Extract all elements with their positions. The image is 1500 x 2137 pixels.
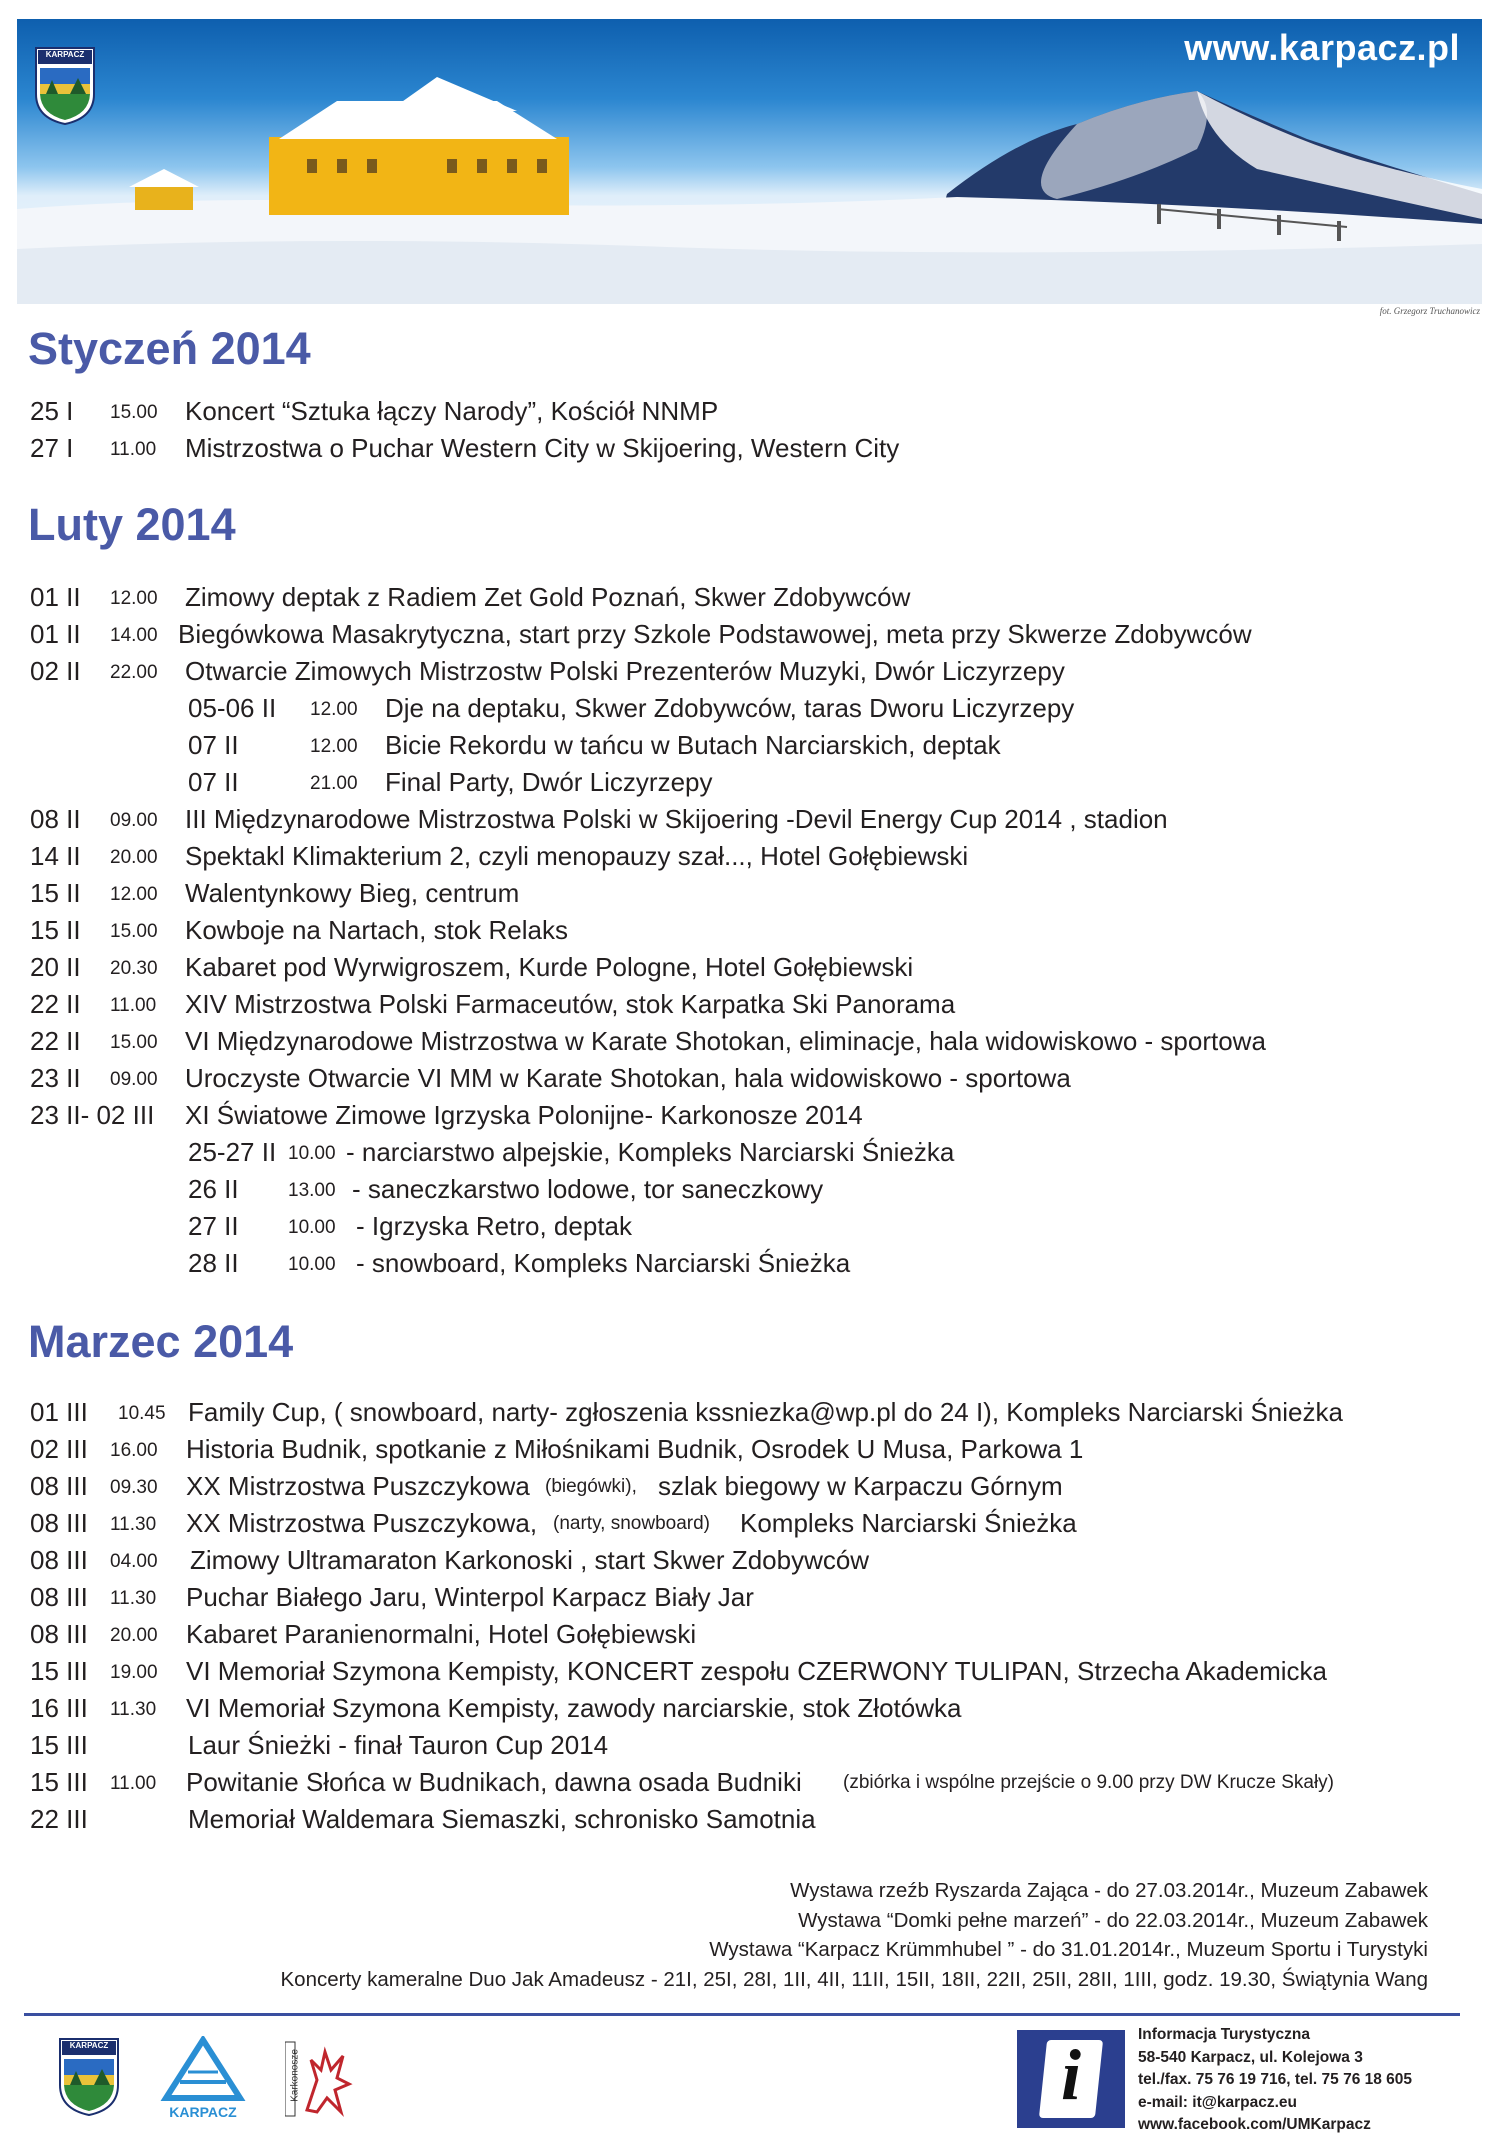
event-row [0, 619, 1480, 653]
event-time: 12.00 [310, 736, 358, 757]
footer-divider [24, 2013, 1460, 2016]
event-time: 12.00 [110, 588, 158, 609]
event-description: Biegówkowa Masakrytyczna, start przy Szkole Podstawowej, meta przy Skwerze Zdobywców [178, 619, 1252, 649]
event-row [0, 804, 1480, 838]
event-date: 22 III [30, 1804, 88, 1834]
event-time: 10.00 [288, 1254, 336, 1275]
event-description: Family Cup, ( snowboard, narty- zgłoszenia kssniezka@wp.pl do 24 I), Kompleks Narciarski Śnieżka [188, 1397, 1343, 1427]
event-time: 14.00 [110, 625, 158, 646]
event-time: 21.00 [310, 773, 358, 794]
event-date: 20 II [30, 952, 81, 982]
crest-label: KARPACZ [45, 50, 85, 59]
event-row [0, 1656, 1480, 1690]
event-description: VI Międzynarodowe Mistrzostwa w Karate Shotokan, eliminacje, hala widowiskowo - sportowa [185, 1026, 1266, 1056]
karpacz-crest-logo [34, 46, 96, 126]
event-date: 08 III [30, 1508, 88, 1538]
event-date: 08 III [30, 1619, 88, 1649]
event-description: - Igrzyska Retro, deptak [356, 1211, 632, 1241]
event-date: 15 II [30, 878, 81, 908]
contact-address: 58-540 Karpacz, ul. Kolejowa 3 [1138, 2048, 1363, 2066]
event-date: 27 II [188, 1211, 239, 1241]
month-heading-january: Styczeń 2014 [28, 323, 311, 374]
event-row [0, 433, 1480, 467]
event-date: 28 II [188, 1248, 239, 1278]
event-description: VI Memoriał Szymona Kempisty, KONCERT zespołu CZERWONY TULIPAN, Strzecha Akademicka [186, 1656, 1328, 1686]
event-description: Historia Budnik, spotkanie z Miłośnikami Budnik, Osrodek U Musa, Parkowa 1 [186, 1434, 1084, 1464]
event-time: 20.00 [110, 1625, 158, 1646]
event-row [0, 1100, 1480, 1134]
contact-office-name: Informacja Turystyczna [1138, 2026, 1310, 2043]
event-time: 11.30 [110, 1514, 157, 1535]
event-description: XX Mistrzostwa Puszczykowa, [186, 1508, 538, 1538]
event-date: 15 II [30, 915, 81, 945]
event-date: 16 III [30, 1693, 88, 1723]
event-row [0, 1471, 1480, 1505]
event-row [0, 841, 1480, 875]
event-time: 20.00 [110, 847, 158, 868]
event-date: 08 III [30, 1545, 88, 1575]
event-row [0, 1137, 1480, 1171]
event-time: 04.00 [110, 1551, 158, 1572]
event-time: 15.00 [110, 921, 158, 942]
event-time: 22.00 [110, 662, 158, 683]
site-url: www.karpacz.pl [1184, 27, 1460, 68]
month-heading-march: Marzec 2014 [28, 1316, 294, 1367]
event-row [0, 1174, 1480, 1208]
crest-label: KARPACZ [69, 2041, 109, 2050]
event-time: 11.00 [110, 995, 157, 1016]
exhibition-line: Koncerty kameralne Duo Jak Amadeusz - 21I, 25I, 28I, 1II, 4II, 11II, 15II, 18II, 22II, 25II, 28II, 1III, godz. 19.30, Świątynia Wang [280, 1967, 1428, 1991]
event-description-continued: Kompleks Narciarski Śnieżka [740, 1508, 1077, 1538]
event-row [0, 1211, 1480, 1245]
event-date: 01 II [30, 582, 81, 612]
event-description: Laur Śnieżki - finał Tauron Cup 2014 [188, 1730, 609, 1760]
karkonosze-logo-label: Karkonosze [289, 2049, 301, 2102]
event-time: 12.00 [310, 699, 358, 720]
event-date: 23 II [30, 1063, 81, 1093]
event-description: XIV Mistrzostwa Polski Farmaceutów, stok Karpatka Ski Panorama [185, 989, 956, 1019]
event-time: 09.30 [110, 1477, 158, 1498]
event-time: 20.30 [110, 958, 158, 979]
event-row [0, 656, 1480, 690]
event-description: Memoriał Waldemara Siemaszki, schronisko Samotnia [188, 1804, 816, 1834]
event-row [0, 1026, 1480, 1060]
event-time: 09.00 [110, 1069, 158, 1090]
event-time: 10.45 [118, 1403, 166, 1424]
event-date: 08 III [30, 1471, 88, 1501]
event-time: 15.00 [110, 1032, 158, 1053]
event-description: Koncert “Sztuka łączy Narody”, Kościół NNMP [185, 396, 719, 426]
event-row [0, 1693, 1480, 1727]
event-row [0, 1545, 1480, 1579]
event-description: Bicie Rekordu w tańcu w Butach Narciarskich, deptak [385, 730, 1001, 760]
event-row [0, 1767, 1480, 1801]
event-description: Uroczyste Otwarcie VI MM w Karate Shotokan, hala widowiskowo - sportowa [185, 1063, 1071, 1093]
event-row [0, 1063, 1480, 1097]
event-row [0, 1730, 1480, 1764]
event-time: 10.00 [288, 1143, 336, 1164]
event-time: 10.00 [288, 1217, 336, 1238]
event-description: Mistrzostwa o Puchar Western City w Skijoering, Western City [185, 433, 900, 463]
event-note: (biegówki), [545, 1476, 637, 1497]
event-date: 05-06 II [188, 693, 277, 723]
event-date: 26 II [188, 1174, 239, 1204]
event-description-continued: szlak biegowy w Karpaczu Górnym [658, 1471, 1063, 1501]
event-description: - narciarstwo alpejskie, Kompleks Narciarski Śnieżka [346, 1137, 955, 1167]
event-date: 15 III [30, 1767, 88, 1797]
mountain-logo-label: KARPACZ [169, 2104, 237, 2120]
event-time: 09.00 [110, 810, 158, 831]
event-row [0, 1248, 1480, 1282]
event-description: Puchar Białego Jaru, Winterpol Karpacz Biały Jar [186, 1582, 754, 1612]
event-row [0, 952, 1480, 986]
event-description: - snowboard, Kompleks Narciarski Śnieżka [356, 1248, 851, 1278]
event-time: 16.00 [110, 1440, 158, 1461]
event-description: - saneczkarstwo lodowe, tor saneczkowy [352, 1174, 824, 1204]
event-row [0, 1508, 1480, 1542]
event-description: Final Party, Dwór Liczyrzepy [385, 767, 713, 797]
event-time: 12.00 [110, 884, 158, 905]
event-time: 11.30 [110, 1588, 157, 1609]
event-date: 25 I [30, 396, 74, 426]
info-icon: i [1060, 2035, 1081, 2115]
event-date: 23 II- 02 III [30, 1100, 155, 1130]
event-time: 15.00 [110, 402, 158, 423]
event-row [0, 1434, 1480, 1468]
event-note: (narty, snowboard) [553, 1513, 710, 1534]
event-time: 11.00 [110, 439, 157, 460]
event-description: Spektakl Klimakterium 2, czyli menopauzy szał..., Hotel Gołębiewski [185, 841, 969, 871]
event-date: 07 II [188, 730, 239, 760]
contact-email[interactable]: e-mail: it@karpacz.eu [1138, 2093, 1297, 2111]
month-heading-february: Luty 2014 [28, 499, 236, 550]
event-date: 14 II [30, 841, 81, 871]
event-row [0, 693, 1480, 727]
exhibition-line: Wystawa “Domki pełne marzeń” - do 22.03.2014r., Muzeum Zabawek [798, 1908, 1428, 1932]
event-description: XX Mistrzostwa Puszczykowa [186, 1471, 530, 1501]
event-description: Powitanie Słońca w Budnikach, dawna osada Budniki [186, 1767, 802, 1797]
event-description: Kabaret Paranienormalni, Hotel Gołębiewski [186, 1619, 697, 1649]
exhibitions-list [281, 1876, 1429, 1994]
event-date: 22 II [30, 989, 81, 1019]
event-description: Zimowy Ultramaraton Karkonoski , start Skwer Zdobywców [190, 1545, 870, 1575]
header-banner [17, 19, 1482, 304]
event-date: 15 III [30, 1730, 88, 1760]
event-note: (zbiórka i wspólne przejście o 9.00 przy DW Krucze Skały) [843, 1772, 1335, 1793]
event-date: 22 II [30, 1026, 81, 1056]
event-row [0, 582, 1480, 616]
event-date: 25-27 II [188, 1137, 277, 1167]
event-time: 11.00 [110, 1773, 157, 1794]
event-date: 02 III [30, 1434, 88, 1464]
event-description: XI Światowe Zimowe Igrzyska Polonijne- Karkonosze 2014 [185, 1100, 863, 1130]
event-time: 13.00 [288, 1180, 336, 1201]
event-row [0, 915, 1480, 949]
event-description: Walentynkowy Bieg, centrum [185, 878, 520, 908]
event-date: 02 II [30, 656, 81, 686]
event-row [0, 1804, 1480, 1838]
event-row [0, 1397, 1480, 1431]
event-date: 27 I [30, 433, 74, 463]
contact-facebook[interactable]: www.facebook.com/UMKarpacz [1138, 2116, 1371, 2133]
event-date: 15 III [30, 1656, 88, 1686]
event-date: 01 III [30, 1397, 88, 1427]
event-description: III Międzynarodowe Mistrzostwa Polski w Skijoering -Devil Energy Cup 2014 , stadion [185, 804, 1168, 834]
event-description: Kabaret pod Wyrwigroszem, Kurde Pologne, Hotel Gołębiewski [185, 952, 914, 982]
event-row [0, 1619, 1480, 1653]
event-description: Otwarcie Zimowych Mistrzostw Polski Prezenterów Muzyki, Dwór Liczyrzepy [185, 656, 1065, 686]
exhibition-line: Wystawa rzeźb Ryszarda Zająca - do 27.03.2014r., Muzeum Zabawek [790, 1879, 1428, 1902]
event-row [0, 730, 1480, 764]
exhibition-line: Wystawa “Karpacz Krümmhubel ” - do 31.01.2014r., Muzeum Sportu i Turystyki [709, 1938, 1428, 1961]
event-row [0, 1582, 1480, 1616]
footer-karpacz-crest-logo [58, 2037, 120, 2117]
event-row [0, 878, 1480, 912]
karpacz-mountain-logo [160, 2036, 246, 2122]
event-description: Dje na deptaku, Skwer Zdobywców, taras Dworu Liczyrzepy [385, 693, 1075, 723]
event-row [0, 396, 1480, 430]
event-date: 08 II [30, 804, 81, 834]
event-date: 08 III [30, 1582, 88, 1612]
event-description: VI Memoriał Szymona Kempisty, zawody narciarskie, stok Złotówka [186, 1693, 962, 1723]
event-description: Kowboje na Nartach, stok Relaks [185, 915, 568, 945]
tourist-information-logo [1017, 2030, 1125, 2128]
event-time: 19.00 [110, 1662, 158, 1683]
event-description: Zimowy deptak z Radiem Zet Gold Poznań, Skwer Zdobywców [185, 582, 911, 612]
contact-info [1138, 2024, 1412, 2137]
contact-phone: tel./fax. 75 76 19 716, tel. 75 76 18 605 [1138, 2071, 1413, 2088]
event-date: 07 II [188, 767, 239, 797]
photo-credit: fot. Grzegorz Truchanowicz [1379, 306, 1480, 316]
karkonosze-logo [285, 2040, 365, 2120]
event-row [0, 767, 1480, 801]
event-time: 11.30 [110, 1699, 157, 1720]
event-row [0, 989, 1480, 1023]
event-date: 01 II [30, 619, 81, 649]
